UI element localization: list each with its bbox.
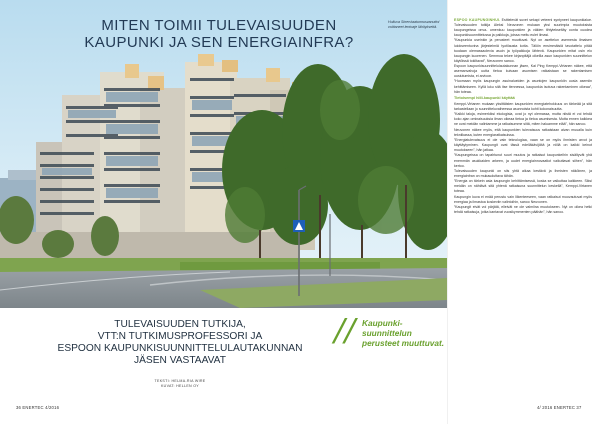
headline-line-1: MITEN TOIMII TULEVAISUUDEN: [101, 17, 337, 34]
article-headline: [54, 17, 384, 51]
body-paragraph: ”Kaupungeissa on tapahtunut suuri muutos ja ratkaisut kaupunkeihin sisältyvät yhä enemmän asukkaiden arkeen, ja uudet energiainnovaatiot vaikuttavat siihen”, hän kertoo.: [454, 153, 592, 168]
subtitle-line-1: TULEVAISUUDEN TUTKIJA,: [114, 319, 246, 330]
pullquote-line-2: suunnittelun: [362, 328, 412, 339]
page-gutter: [447, 0, 448, 424]
body-paragraph: ”Energiatulevaisuus ei ole vain teknologiaa, vaan se on myös ihmisten arvot ja käyttäytyminen. Kaupungit ovat tässä edelläkävijöitä ja niillä on kaikki keinot muutokseen”, hän jatkaa.: [454, 138, 592, 153]
subtitle-line-2: VTT:N TUTKIMUSPROFESSORI JA: [97, 331, 263, 342]
body-paragraph: Tulevaisuuden kaupunki on siis yhtä aikaa kestävä ja ihmisten näköinen, ja energiainfran on mukauduttava tähän.: [454, 168, 592, 178]
body-paragraph-text: Esittelevät suvet sekapi veteeni syntyneet kaupunkialue. Tulevaisuuden tutkija Aleksi Neuvonen mukaan yksi suurimpia muutoksista kaupungeissa onva- umenkuu kaupunkien ja väkien tihtytekseltäy oonta cuodea kaupunkisuunnittelussa ja paikkoja, joissa meitu eulet ilmasi.: [454, 18, 592, 38]
article-body-column: [454, 18, 592, 216]
pullquote: [362, 318, 446, 349]
article-credits: [40, 379, 320, 389]
pullquote-line-1: Kaupunki-: [362, 318, 403, 328]
body-lead-in: ESPOO KAUPUNGINHUI.: [454, 18, 501, 22]
body-paragraph: Neuvonen näkee myös, että kaupunkien tulevaisuus ratkaistaan aivan muualla kuin tekniikassa, kuten energiaratkaisuissa.: [454, 127, 592, 137]
body-paragraph: Kaupungin kuva ei enää perustu vain liikenteeseen, vaan ratkaisut muovautuvat myös energiaa ja ilmastoa koskeviin valintoihin, sanoo Neuvonen.: [454, 194, 592, 204]
body-paragraph: Espoon kaupunkisuunnittelulautakunnan jäsen, Kai Ping Kemppi-Virtanen näkee, että asemanvahoja uutta tietoa kuivaan asumisen ratkaistaan se rakentamisen uusiutumista, ei arvioon.: [454, 64, 592, 79]
headline-line-2: KAUPUNKI JA SEN ENERGIAINFRA?: [84, 34, 354, 51]
body-subheading: Tietoisempi hiili-kaupunki käyttää: [454, 96, 515, 101]
subtitle-line-4: JÄSEN VASTAAVAT: [134, 355, 226, 366]
subtitle-line-3: ESPOON KAUPUNKISUUNNITTELULAUTAKUNNAN: [57, 343, 303, 354]
page-footer-left: 36 ENERTEC 4/2016: [16, 405, 60, 410]
pullquote-mark: //: [334, 310, 356, 352]
photo-caption: Hulluva Sinerviaatunnusvanuttoi voittaneet lentoaje lähityksettä.: [388, 20, 440, 29]
body-paragraph: Kemppi-Virtanen mukaan yksittäisten kaupunkien energiatehokkuus on tärkeää ja sitä tarkastellaan jo suunnitteluvaiheessa asunnoista kohti kokonaisuutta.: [454, 101, 592, 111]
article-subtitle: [40, 319, 320, 367]
body-paragraph: ”Kaupungit eivät voi pärjätä, elleivät ne ole valmiina muutokseen. Nyt on oikea hetki tehdä ratkaisuja, jotka kantavat vuosikymmenten päähän”, hän sanoo.: [454, 205, 592, 215]
body-paragraph: ”Kaikki taloja, esimerkiksi ekologisia, ovat jo nyt olemassa, mutta niistä ei voi tehdä koko ajan ominaisuuksia ilman oikeaa tietoa ja tietoa asumisesta. Mutta ennen kaikkea ne ovat meidän valintamme ja ratkaisumme siitä, miten haluamme elää”, hän sanoo.: [454, 112, 592, 127]
body-paragraph: ”Kaupunkia useinkin ja perusteet muuttuvat. Nyt on asettelun asemesta ilmaisen luiokseentuvina järjestelmiä tyotilausta kotta. Tälöin ensimmäisiä tavotattelu pitää tuodaan olemassaolevia asuin ja työpaikkoja lähtevä. Kaupunkien mitat osin elo kaupungin kuorenen. Semmoa tekee kirjanpitäjä oikeilla asun kaupunkien suunnittelun käytöissä tokiltavat”, Neuvonen sanoo.: [454, 38, 592, 63]
credit-text-author: TEKSTI: HELMA-RIA WIRE: [154, 379, 206, 383]
page-footer-right: 4/ 2016 ENERTEC 37: [537, 405, 582, 410]
body-paragraph: ”Huomaan myös kaupungin asuinalueiden ja asuntojen kaupunkiin uusia asemiin kehittämiseen. Kyllä luku sitä itse tiennessa, kaupunkia isotuva rakentaminen oikeaa”, hän toteaa.: [454, 79, 592, 94]
body-paragraph: ”Energia on tärkein asia kaupungin kehittämisessä, koska se vaikuttaa kaikkeen. Siksi meidän on nähtävä sitä yhtenä ratkaisuna suunnittelun keskellä”, Kemppi-Virtanen toteaa.: [454, 179, 592, 194]
pullquote-line-3: perusteet muuttuvat.: [362, 338, 445, 349]
credit-photo-author: KUVAT: HELLEN OY: [160, 384, 200, 388]
body-paragraph: [454, 18, 592, 38]
